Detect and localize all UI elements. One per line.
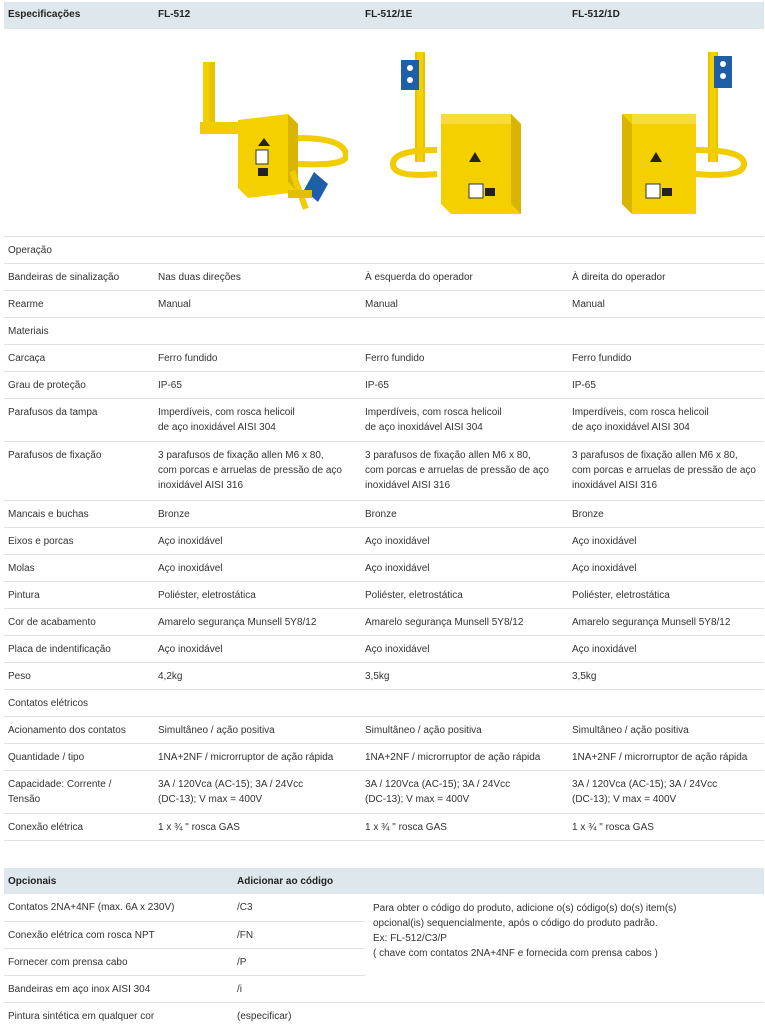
spec-cell: Poliéster, eletrostática — [568, 581, 764, 608]
spec-header-row — [4, 2, 764, 28]
spec-cell-line: (DC-13); V max = 400V — [365, 793, 470, 805]
spec-cell: 1 x ¾ " rosca GAS — [361, 813, 568, 840]
spec-cell: 4,2kg — [154, 662, 361, 689]
spec-row — [4, 527, 764, 554]
spec-row — [4, 371, 764, 398]
spec-cell: Manual — [154, 290, 361, 317]
fl-512-1d-image-cell — [568, 28, 764, 236]
spec-cell: IP-65 — [361, 371, 568, 398]
spec-cell-line: de aço inoxidável AISI 304 — [572, 421, 690, 433]
spec-cell-line: Imperdíveis, com rosca helicoil — [365, 406, 502, 418]
spec-cell-line: inoxidável AISI 316 — [365, 479, 451, 491]
spec-cell: Simultâneo / ação positiva — [154, 716, 361, 743]
spec-cell: Manual — [361, 290, 568, 317]
spec-cell: Amarelo segurança Munsell 5Y8/12 — [568, 608, 764, 635]
options-row — [4, 894, 764, 921]
spec-section-label: Contatos elétricos — [4, 689, 154, 716]
spec-cell-line: (DC-13); V max = 400V — [572, 793, 677, 805]
spec-cell: Ferro fundido — [568, 344, 764, 371]
spec-cell: Amarelo segurança Munsell 5Y8/12 — [154, 608, 361, 635]
spec-row — [4, 500, 764, 527]
spec-row-label: Cor de acabamento — [4, 608, 154, 635]
spec-row — [4, 770, 764, 813]
options-header-label: Opcionais — [4, 868, 233, 894]
spec-cell: Bronze — [568, 500, 764, 527]
spec-cell — [361, 317, 568, 344]
spec-section-row — [4, 236, 764, 263]
option-code: (especificar) — [237, 1010, 292, 1022]
spec-cell — [154, 317, 361, 344]
options-note-line: Para obter o código do produto, adicione o(s) código(s) do(s) item(s) — [373, 903, 677, 914]
spec-cell-line: de aço inoxidável AISI 304 — [158, 421, 276, 433]
spec-row-label: Grau de proteção — [4, 371, 154, 398]
option-label: Fornecer com prensa cabo — [4, 948, 233, 975]
spec-row-label: Parafusos de fixação — [4, 441, 154, 500]
spec-row-label: Mancais e buchas — [4, 500, 154, 527]
spec-cell: 1NA+2NF / microrruptor de ação rápida — [568, 743, 764, 770]
options-header-row — [4, 868, 764, 894]
specifications-table — [4, 2, 764, 841]
spec-cell: Nas duas direções — [154, 263, 361, 290]
spec-row-label-line: Capacidade: Corrente / — [8, 778, 112, 790]
spec-row-label: Molas — [4, 554, 154, 581]
fl-512-1d-product-image — [576, 42, 756, 222]
spec-cell: Aço inoxidável — [361, 635, 568, 662]
option-label: Bandeiras em aço inox AISI 304 — [4, 975, 233, 1002]
spec-cell-line: 3 parafusos de fixação allen M6 x 80, — [158, 449, 324, 461]
options-table — [4, 868, 764, 1029]
spec-cell: IP-65 — [154, 371, 361, 398]
spec-row-label: Rearme — [4, 290, 154, 317]
spec-cell: Manual — [568, 290, 764, 317]
spec-header-label: Especificações — [4, 2, 154, 28]
spec-row — [4, 581, 764, 608]
spec-cell — [361, 689, 568, 716]
spec-cell — [361, 770, 568, 813]
spec-row-label: Placa de indentificação — [4, 635, 154, 662]
spec-section-label: Operação — [4, 236, 154, 263]
product-images-row — [4, 28, 764, 236]
spec-cell: 3,5kg — [568, 662, 764, 689]
spec-cell: À esquerda do operador — [361, 263, 568, 290]
spec-row-label: Carcaça — [4, 344, 154, 371]
spec-cell: Ferro fundido — [154, 344, 361, 371]
spec-cell: 3,5kg — [361, 662, 568, 689]
spec-cell — [361, 441, 568, 500]
spec-header-fl-512: FL-512 — [154, 2, 361, 28]
spec-cell-line: de aço inoxidável AISI 304 — [365, 421, 483, 433]
options-note-line: opcional(is) sequencialmente, após o código do produto padrão. — [373, 918, 658, 929]
spec-cell: Aço inoxidável — [154, 554, 361, 581]
spec-cell: 1 x ¾ " rosca GAS — [568, 813, 764, 840]
spec-cell: 1NA+2NF / microrruptor de ação rápida — [361, 743, 568, 770]
spec-row — [4, 635, 764, 662]
spec-row — [4, 813, 764, 840]
spec-cell-line: 3A / 120Vca (AC-15); 3A / 24Vcc — [158, 778, 304, 790]
spec-row — [4, 290, 764, 317]
spec-cell-line: 3 parafusos de fixação allen M6 x 80, — [572, 449, 738, 461]
spec-cell-line: inoxidável AISI 316 — [572, 479, 658, 491]
spec-cell — [568, 441, 764, 500]
option-label: Contatos 2NA+4NF (max. 6A x 230V) — [4, 894, 233, 921]
spec-cell-line: 3A / 120Vca (AC-15); 3A / 24Vcc — [365, 778, 511, 790]
spec-cell: IP-65 — [568, 371, 764, 398]
spec-cell — [568, 398, 764, 441]
option-label: Pintura sintética em qualquer cor — [8, 1010, 155, 1022]
spec-cell: Aço inoxidável — [361, 554, 568, 581]
option-code: /FN — [233, 921, 365, 948]
spec-cell — [361, 236, 568, 263]
spec-row — [4, 398, 764, 441]
spec-cell-line: (DC-13); V max = 400V — [158, 793, 263, 805]
options-note-line: Ex: FL-512/C3/P — [373, 933, 447, 944]
fl-512-image-cell — [154, 28, 361, 236]
spec-cell — [154, 236, 361, 263]
options-row — [4, 1002, 764, 1029]
options-note — [365, 894, 764, 1002]
spec-row-label — [4, 770, 154, 813]
spec-cell: Bronze — [154, 500, 361, 527]
spec-cell — [154, 441, 361, 500]
spec-section-label: Materiais — [4, 317, 154, 344]
spec-cell-line: com porcas e arruelas de pressão de aço — [572, 464, 756, 476]
spec-cell-line: com porcas e arruelas de pressão de aço — [158, 464, 342, 476]
fl-512-1e-image-cell — [361, 28, 568, 236]
spec-header-fl-512-1e: FL-512/1E — [361, 2, 568, 28]
spec-cell: Simultâneo / ação positiva — [361, 716, 568, 743]
spec-cell: Poliéster, eletrostática — [154, 581, 361, 608]
spec-cell: 1NA+2NF / microrruptor de ação rápida — [154, 743, 361, 770]
options-note-line: ( chave com contatos 2NA+4NF e fornecida com prensa cabos ) — [373, 948, 658, 959]
spec-row — [4, 662, 764, 689]
spec-cell: Aço inoxidável — [568, 527, 764, 554]
spec-row — [4, 716, 764, 743]
spec-row-label: Bandeiras de sinalização — [4, 263, 154, 290]
spec-cell: Aço inoxidável — [154, 527, 361, 554]
spec-header-fl-512-1d: FL-512/1D — [568, 2, 764, 28]
spec-row — [4, 441, 764, 500]
spec-section-row — [4, 317, 764, 344]
spec-row-label: Quantidade / tipo — [4, 743, 154, 770]
spec-cell — [568, 317, 764, 344]
spec-cell: Bronze — [361, 500, 568, 527]
option-code: /P — [233, 948, 365, 975]
spec-row-label: Acionamento dos contatos — [4, 716, 154, 743]
spec-cell — [568, 236, 764, 263]
spec-cell: Amarelo segurança Munsell 5Y8/12 — [361, 608, 568, 635]
spec-cell: Ferro fundido — [361, 344, 568, 371]
spec-cell — [361, 398, 568, 441]
spec-cell — [568, 689, 764, 716]
spec-cell — [154, 689, 361, 716]
spec-row-label-line: Tensão — [8, 793, 41, 805]
spec-row-label: Eixos e porcas — [4, 527, 154, 554]
spec-cell: Aço inoxidável — [154, 635, 361, 662]
spec-cell: Aço inoxidável — [361, 527, 568, 554]
spec-cell — [154, 398, 361, 441]
spec-row — [4, 344, 764, 371]
spec-section-row — [4, 689, 764, 716]
spec-row — [4, 554, 764, 581]
spec-cell-line: Imperdíveis, com rosca helicoil — [572, 406, 709, 418]
spec-row-label: Parafusos da tampa — [4, 398, 154, 441]
spec-cell-line: com porcas e arruelas de pressão de aço — [365, 464, 549, 476]
spec-cell: À direita do operador — [568, 263, 764, 290]
spec-row — [4, 263, 764, 290]
spec-row-label: Pintura — [4, 581, 154, 608]
option-code: /i — [233, 975, 365, 1002]
options-header-code: Adicionar ao código — [233, 868, 365, 894]
spec-row-label: Conexão elétrica — [4, 813, 154, 840]
spec-cell: Poliéster, eletrostática — [361, 581, 568, 608]
spec-cell — [154, 770, 361, 813]
spec-cell: 1 x ¾ " rosca GAS — [154, 813, 361, 840]
spec-row-label: Peso — [4, 662, 154, 689]
option-code: /C3 — [233, 894, 365, 921]
spec-cell-line: 3 parafusos de fixação allen M6 x 80, — [365, 449, 531, 461]
fl-512-1e-product-image — [375, 42, 555, 222]
spec-cell: Simultâneo / ação positiva — [568, 716, 764, 743]
spec-cell-line: inoxidável AISI 316 — [158, 479, 244, 491]
spec-cell-line: Imperdíveis, com rosca helicoil — [158, 406, 295, 418]
spec-row — [4, 608, 764, 635]
spec-cell-line: 3A / 120Vca (AC-15); 3A / 24Vcc — [572, 778, 718, 790]
option-label: Conexão elétrica com rosca NPT — [4, 921, 233, 948]
spec-row — [4, 743, 764, 770]
spec-cell: Aço inoxidável — [568, 635, 764, 662]
fl-512-product-image — [168, 42, 348, 222]
spec-cell — [568, 770, 764, 813]
spec-cell: Aço inoxidável — [568, 554, 764, 581]
